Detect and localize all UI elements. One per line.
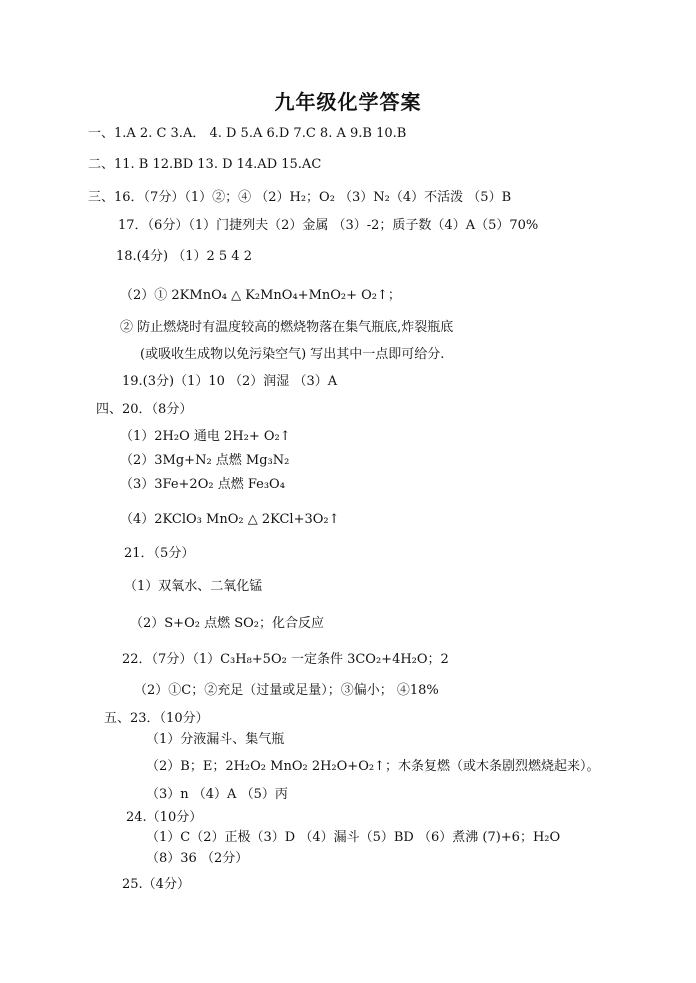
answer-line-9 <box>122 374 337 390</box>
answer-text: （1）分液漏斗、集气瓶 <box>146 732 285 747</box>
answer-line-26 <box>146 851 248 867</box>
answer-line-18 <box>122 652 449 668</box>
answer-line-8 <box>140 347 444 363</box>
answer-text: 25.（4分） <box>122 877 190 892</box>
answer-text: （1）C（2）正极（3）D （4）漏斗（5）BD （6）煮沸 (7)+6；H₂O <box>146 830 561 845</box>
answer-line-2 <box>88 157 321 173</box>
equation-text: 22．（7分）（1）C₃H₈+5O₂ 一定条件 3CO₂+4H₂O；2 <box>122 652 449 667</box>
answer-line-24 <box>126 810 202 826</box>
page-title: 九年级化学答案 <box>274 90 422 114</box>
answer-text: 一、1.A 2. C 3.A． 4. D 5.A 6.D 7.C 8. A 9.B 10.B <box>88 126 407 141</box>
answer-text: 17．（6分）（1）门捷列夫（2）金属 （3）-2；质子数（4）A（5）70% <box>118 218 539 233</box>
answer-line-15 <box>124 546 194 562</box>
answer-text: 24.（10分） <box>126 810 203 825</box>
answer-line-5 <box>116 249 252 265</box>
equation-text: （2）S+O₂ 点燃 SO₂；化合反应 <box>130 616 324 631</box>
answer-line-1 <box>88 126 406 142</box>
equation-text: （2）3Mg+N₂ 点燃 Mg₃N₂ <box>120 453 290 468</box>
answer-line-22 <box>146 759 599 775</box>
answer-line-4 <box>118 218 538 234</box>
equation-text: （2）B；E；2H₂O₂ MnO₂ 2H₂O+O₂↑；木条复燃（或木条剧烈燃烧起来）。 <box>146 759 600 774</box>
answer-text: ② 防止燃烧时有温度较高的燃烧物落在集气瓶底,炸裂瓶底 <box>120 320 454 335</box>
answer-text: 18.(4分) （1）2 5 4 2 <box>116 249 252 264</box>
answer-line-12 <box>120 453 289 469</box>
answer-text: 19.(3分)（1）10 （2）润湿 （3）A <box>122 374 338 389</box>
answer-text: （2）① 2KMnO₄ △ K₂MnO₄+MnO₂+ O₂↑； <box>120 288 401 303</box>
answer-text: 二、11. B 12.BD 13. D 14.AD 15.AC <box>88 157 322 172</box>
answer-text: 三、16．（7分）（1）②；④ （2）H₂；O₂ （3）N₂（4）不活泼 （5）B <box>88 190 512 205</box>
answer-line-10 <box>96 402 192 418</box>
answer-line-13 <box>120 477 285 493</box>
equation-text: （1）2H₂O 通电 2H₂+ O₂↑ <box>120 429 291 444</box>
answer-line-21 <box>146 732 284 748</box>
answer-text: 21．（5分） <box>124 546 195 561</box>
answer-text: （8）36 （2分） <box>146 851 249 866</box>
answer-text: （2）①C；②充足（过量或足量）；③偏小； ④18% <box>134 683 439 698</box>
answer-line-17 <box>130 616 324 632</box>
answer-line-14 <box>120 512 340 528</box>
answer-line-27 <box>122 877 190 893</box>
answer-line-20 <box>104 711 209 727</box>
answer-text: （1）双氧水、二氧化锰 <box>124 579 263 594</box>
answer-line-16 <box>124 579 262 595</box>
answer-line-19 <box>134 683 439 699</box>
section-heading: 五、23．（10分） <box>104 711 209 726</box>
equation-text: （4）2KClO₃ MnO₂ △ 2KCl+3O₂↑ <box>120 512 340 527</box>
equation-text: （3）3Fe+2O₂ 点燃 Fe₃O₄ <box>120 477 285 492</box>
answer-text: (或吸收生成物以免污染空气) 写出其中一点即可给分. <box>140 347 445 362</box>
answer-line-25 <box>146 830 560 846</box>
answer-line-23 <box>146 787 288 803</box>
answer-line-6 <box>120 288 401 304</box>
answer-line-3 <box>88 190 511 206</box>
section-heading: 四、20．（8分） <box>96 402 193 417</box>
answer-text: （3）n （4）A （5）丙 <box>146 787 288 802</box>
answer-line-7 <box>120 320 453 336</box>
answer-line-11 <box>120 429 291 445</box>
